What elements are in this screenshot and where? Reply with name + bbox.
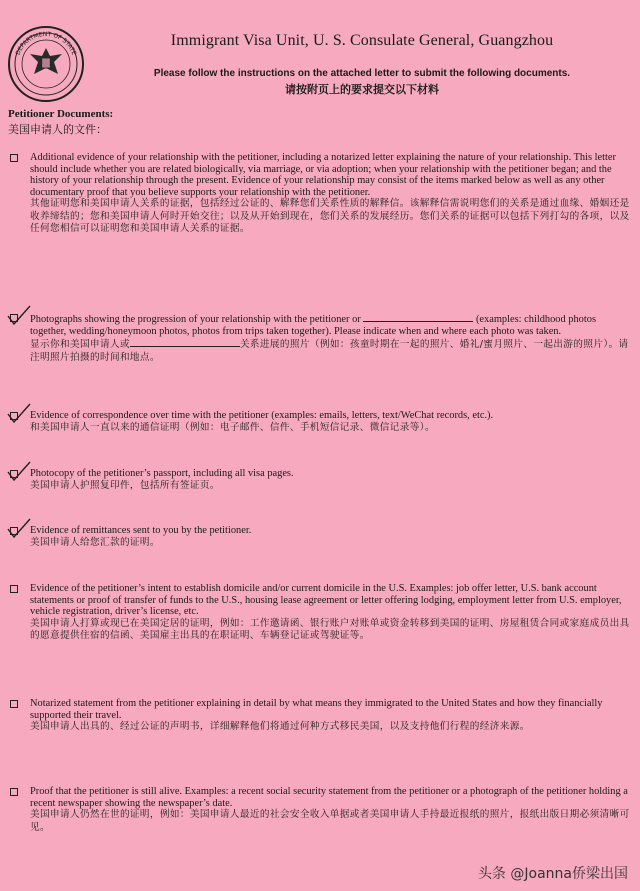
- item-text-cn: 美国申请人打算或现已在美国定居的证明，例如：工作邀请函、银行账户对账单或资金转移到美国的证明、房屋租赁合同或家庭成员出具的愿意提供住宿的信函、美国雇主出具的在职证明、车辆登记证或驾驶证等。: [30, 617, 630, 642]
- item-text-cn: 美国申请人护照复印件，包括所有签证页。: [30, 479, 220, 491]
- checklist-item-remittances: [10, 525, 632, 549]
- section-title-cn: 美国申请人的文件：: [8, 123, 107, 136]
- checkbox[interactable]: [10, 585, 18, 593]
- blank-line: [130, 337, 240, 347]
- item-text-en: Evidence of the petitioner’s intent to establish domicile and/or current domicile in the U.S. Examples: job offer letter, U.S. bank account statements or proof of transfer of funds to the U.S., housing lease agreement or letter offering lodging, employment letter from U.S. employer, vehicle registration, driver’s license, etc.: [30, 583, 622, 618]
- item-text-cn-cont: 关系进展的照片（例如：孩童时期在一起的照片、婚礼/蜜月照片、一起出游的照片）。请注明照片拍摄的时间和地点。: [30, 339, 629, 363]
- checkbox[interactable]: [10, 788, 18, 796]
- item-text-en: Additional evidence of your relationship with the petitioner, including a notarized letter explaining the nature of your relationship. This letter should include whether you are related biologically, via marriage, or via adoption; when your relationship with the petitioner began; and the history of your relationship through the present. Evidence of your relationship may consist of the items marked below as well as any other documentary proof that you believe supports your relationship with the petitioner.: [30, 152, 617, 198]
- checklist-item-notarized-statement: [10, 698, 632, 734]
- item-text-cn: 其他证明您和美国申请人关系的证据，包括经过公证的、解释您们关系性质的解释信。该解释信需说明您们的关系是通过血缘、婚姻还是收养缔结的；您和美国申请人何时开始交往；以及从开始到现在，您们关系的发展经历。您们关系的证据可以包括下列打勾的各项，以及任何您相信可以证明您和美国申请人关系的证据。: [30, 198, 630, 235]
- item-text-en-cont: (examples: childhood photos together, wedding/honeymoon photos, photos from trips taken together). Please indicate when and where each photo was taken.: [30, 314, 597, 337]
- item-text-cn: 美国申请人出具的、经过公证的声明书，详细解释他们将通过何种方式移民美国，以及支持他们行程的经济来源。: [30, 721, 530, 733]
- item-text-cn: 和美国申请人一直以来的通信证明（例如：电子邮件、信件、手机短信记录、微信记录等）。: [30, 421, 435, 433]
- checkmark-icon: [6, 460, 32, 484]
- instruction-text: Please follow the instructions on the attached letter to submit the following documents.: [153, 68, 571, 79]
- item-text-en: Evidence of correspondence over time with the petitioner (examples: emails, letters, text/WeChat records, etc.).: [30, 410, 494, 421]
- checkmark-icon: [6, 304, 32, 328]
- checklist-item-relationship-evidence: [10, 152, 632, 236]
- item-text-en: Photocopy of the petitioner’s passport, including all visa pages.: [30, 468, 294, 479]
- item-text-en: Proof that the petitioner is still alive. Examples: a recent social security statement from the petitioner or a photograph of the petitioner holding a recent newspaper showing the newspaper’s date.: [30, 786, 628, 809]
- checklist-item-proof-alive: [10, 786, 632, 834]
- seal-text: DEPARTMENT OF STATE: [14, 30, 78, 57]
- item-text-en: Evidence of remittances sent to you by the petitioner.: [30, 525, 252, 536]
- checklist-item-photographs: [10, 312, 632, 364]
- item-text-en: Notarized statement from the petitioner explaining in detail by what means they immigrated to the United States and how they financially supported their travel.: [30, 698, 603, 721]
- checklist-item-domicile: [10, 583, 632, 643]
- instruction-text-cn: 请按附页上的要求提交以下材料: [285, 83, 439, 96]
- checklist-item-passport: [10, 468, 632, 492]
- item-text-en: Photographs showing the progression of your relationship with the petitioner or: [30, 314, 361, 325]
- page-title: Immigrant Visa Unit, U. S. Consulate General, Guangzhou: [170, 32, 554, 49]
- item-text-cn: 美国申请人仍然在世的证明，例如：美国申请人最近的社会安全收入单据或者美国申请人手持最近报纸的照片，报纸出版日期必须清晰可见。: [30, 809, 630, 833]
- item-text-cn: 显示你和美国申请人或: [30, 339, 130, 351]
- blank-line: [363, 312, 473, 322]
- checkbox[interactable]: [10, 154, 18, 162]
- section-title: Petitioner Documents:: [8, 108, 114, 120]
- checklist-item-correspondence: [10, 410, 632, 434]
- checkmark-icon: [6, 402, 32, 426]
- item-text-cn: 美国申请人给您汇款的证明。: [30, 536, 160, 548]
- checkmark-icon: [6, 517, 32, 541]
- consulate-seal-icon: [6, 24, 86, 104]
- checkbox[interactable]: [10, 700, 18, 708]
- watermark-text: 头条 @Joanna侨梁出国: [477, 866, 628, 882]
